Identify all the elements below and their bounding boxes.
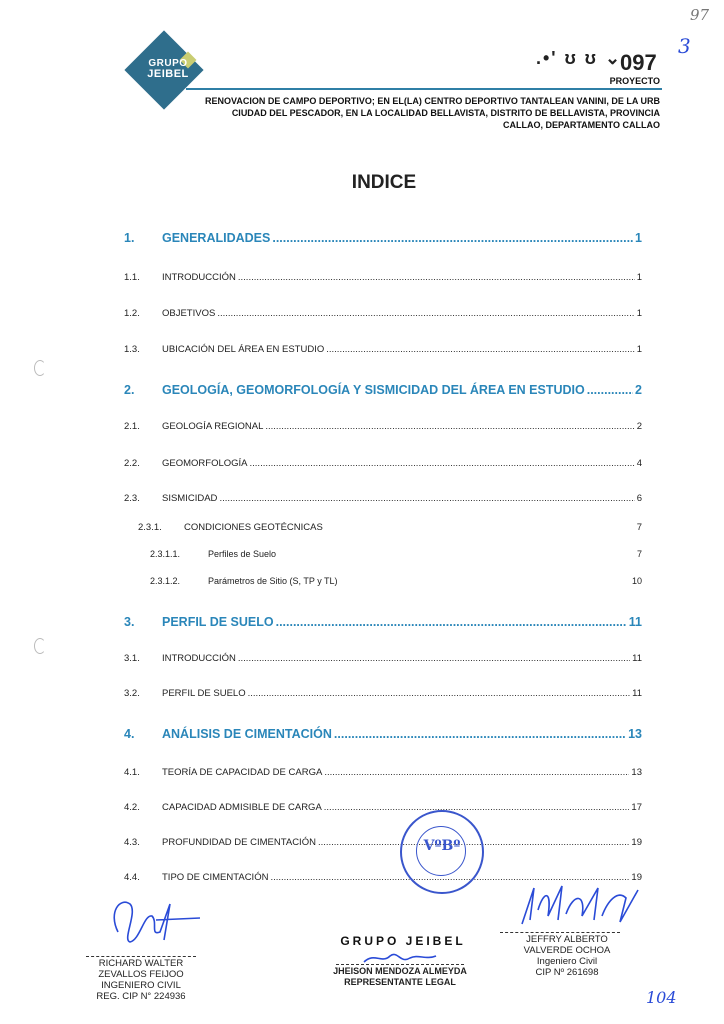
toc-label: INTRODUCCIÓN: [162, 272, 236, 283]
signatory-reg: REG. CIP N° 224936: [96, 991, 186, 1002]
toc-page: 11: [632, 688, 642, 699]
toc-label: SISMICIDAD: [162, 493, 218, 504]
toc-label: GENERALIDADES: [162, 231, 271, 245]
toc-number: 4.1.: [124, 767, 140, 778]
toc-page: 1: [636, 344, 642, 355]
toc-label: ANÁLISIS DE CIMENTACIÓN: [162, 727, 332, 741]
company-name: GRUPO JEIBEL: [340, 934, 466, 948]
doc-number-handwritten: 3: [678, 34, 691, 58]
toc-page: 10: [631, 576, 642, 586]
signature-center-block: [320, 966, 480, 988]
toc-label: GEOLOGÍA REGIONAL: [162, 421, 264, 432]
signature-line: [500, 932, 620, 933]
doc-number: 097: [620, 50, 657, 75]
toc-number: 3.: [124, 615, 135, 629]
toc-entry[interactable]: [138, 522, 642, 533]
toc-entry[interactable]: [124, 615, 642, 629]
toc-number: 2.: [124, 383, 135, 397]
toc-number: 4.2.: [124, 802, 140, 813]
toc-entry[interactable]: [124, 458, 642, 469]
toc-leader: [248, 688, 631, 699]
toc-leader: [238, 653, 630, 664]
toc-label: Perfiles de Suelo: [208, 549, 277, 559]
toc-page: 2: [636, 421, 642, 432]
toc-number: 2.3.: [124, 493, 140, 504]
toc-label: PERFIL DE SUELO: [162, 688, 246, 699]
toc-leader: [272, 231, 633, 245]
signature-right-scribble: [508, 880, 648, 936]
toc-page: 19: [631, 872, 642, 883]
toc-number: 3.2.: [124, 688, 140, 699]
toc-page: 11: [632, 653, 642, 664]
toc-entry[interactable]: [124, 383, 642, 397]
toc-page: 7: [636, 549, 642, 559]
representative-title: REPRESENTANTE LEGAL: [344, 977, 456, 987]
toc-page: 13: [628, 727, 642, 741]
signature-right-block: [502, 934, 632, 978]
corner-handwritten-number: 97: [690, 6, 710, 24]
signatory-surname: VALVERDE OCHOA: [523, 945, 611, 956]
signature-left-block: [76, 958, 206, 1002]
toc-number: 2.3.1.: [138, 522, 162, 533]
toc-number: 4.3.: [124, 837, 140, 848]
toc-label: CONDICIONES GEOTÉCNICAS: [184, 522, 323, 533]
proyecto-label: PROYECTO: [609, 76, 660, 86]
toc-page: 7: [636, 522, 642, 533]
toc-label: TIPO DE CIMENTACIÓN: [162, 872, 269, 883]
seal-text: VºBº: [423, 838, 461, 854]
toc-entry[interactable]: [124, 653, 642, 664]
toc-leader: [334, 727, 626, 741]
toc-leader: [276, 615, 627, 629]
toc-number: 1.1.: [124, 272, 140, 283]
toc-label: CAPACIDAD ADMISIBLE DE CARGA: [162, 802, 322, 813]
toc-number: 2.3.1.2.: [150, 576, 181, 586]
toc-number: 2.3.1.1.: [150, 549, 181, 559]
toc-number: 1.: [124, 231, 135, 245]
toc-page: 19: [631, 837, 642, 848]
toc-number: 1.2.: [124, 308, 140, 319]
toc-entry[interactable]: [124, 344, 642, 355]
toc-leader: [217, 308, 634, 319]
toc-leader: [324, 767, 629, 778]
signature-line: [336, 964, 464, 965]
header-divider: [186, 88, 662, 90]
toc-page: 11: [628, 615, 642, 629]
toc-label: PROFUNDIDAD DE CIMENTACIÓN: [162, 837, 316, 848]
toc-label: TEORÍA DE CAPACIDAD DE CARGA: [162, 767, 323, 778]
project-description: [190, 95, 660, 131]
toc-entry[interactable]: [124, 767, 642, 778]
toc-number: 4.4.: [124, 872, 140, 883]
signatory-name: RICHARD WALTER: [98, 958, 184, 969]
toc-leader: [587, 383, 633, 397]
toc-leader: [238, 272, 635, 283]
logo-text-line2: JEIBEL: [147, 68, 189, 80]
toc-page: 13: [631, 767, 642, 778]
toc-leader: [265, 421, 634, 432]
toc-leader: [219, 493, 634, 504]
handwritten-page-number: 104: [646, 988, 677, 1007]
approval-seal: [400, 810, 484, 894]
toc-page: 2: [635, 383, 642, 397]
toc-label: GEOMORFOLOGÍA: [162, 458, 248, 469]
toc-entry[interactable]: [124, 802, 642, 813]
toc-page: 1: [636, 308, 642, 319]
toc-entry[interactable]: [124, 837, 642, 848]
toc-page: 4: [636, 458, 642, 469]
toc-number: 3.1.: [124, 653, 140, 664]
project-description-line: CIUDAD DEL PESCADOR, EN LA LOCALIDAD BELLAVISTA, DISTRITO DE BELLAVISTA, PROVINCIA: [231, 108, 660, 118]
signature-center-scribble: [360, 948, 440, 968]
toc-label: Parámetros de Sitio (S, TP y TL): [208, 576, 338, 586]
toc-page: 1: [635, 231, 642, 245]
toc-entry[interactable]: [124, 308, 642, 319]
toc-label: OBJETIVOS: [162, 308, 216, 319]
toc-page: 1: [636, 272, 642, 283]
project-description-line: RENOVACION DE CAMPO DEPORTIVO; EN EL(LA) CENTRO DEPORTIVO TANTALEAN VANINI, DE LA URB: [204, 96, 660, 106]
toc-entry[interactable]: [124, 231, 642, 245]
signatory-title: INGENIERO CIVIL: [101, 980, 181, 991]
toc-label: PERFIL DE SUELO: [162, 615, 274, 629]
signatory-reg: CIP Nº 261698: [535, 967, 599, 978]
toc-label: INTRODUCCIÓN: [162, 653, 236, 664]
toc-leader: [324, 802, 630, 813]
doc-stamp: .•' ʊ ʊ ⌄: [536, 48, 623, 68]
toc-number: 2.1.: [124, 421, 140, 432]
toc-page: 17: [631, 802, 642, 813]
toc-number: 2.2.: [124, 458, 140, 469]
signature-left-scribble: [100, 892, 210, 954]
toc-entry[interactable]: [124, 688, 642, 699]
signatory-name: JEFFRY ALBERTO: [526, 934, 608, 945]
toc-entry[interactable]: [150, 549, 642, 559]
punch-hole: [34, 360, 46, 376]
toc-label: UBICACIÓN DEL ÁREA EN ESTUDIO: [162, 344, 325, 355]
toc-label: GEOLOGÍA, GEOMORFOLOGÍA Y SISMICIDAD DEL ÁREA EN ESTUDIO: [162, 383, 585, 397]
signatory-surname: ZEVALLOS FEIJOO: [98, 969, 184, 980]
toc-number: 1.3.: [124, 344, 140, 355]
logo-text-line1: GRUPO: [148, 58, 188, 69]
toc-page: 6: [636, 493, 642, 504]
punch-hole: [34, 638, 46, 654]
toc-leader: [250, 458, 635, 469]
toc-entry[interactable]: [150, 576, 642, 586]
toc-entry[interactable]: [124, 493, 642, 504]
toc-entry[interactable]: [124, 727, 642, 741]
toc-entry[interactable]: [124, 421, 642, 432]
project-description-line: CALLAO, DEPARTAMENTO CALLAO: [503, 120, 660, 130]
signatory-title: Ingeniero Civil: [536, 956, 598, 967]
toc-leader: [326, 344, 634, 355]
toc-entry[interactable]: [124, 272, 642, 283]
signature-line: [86, 956, 196, 957]
representative-name: JHEISON MENDOZA ALMEYDA: [333, 966, 467, 976]
page-title: INDICE: [351, 172, 417, 193]
toc-number: 4.: [124, 727, 135, 741]
